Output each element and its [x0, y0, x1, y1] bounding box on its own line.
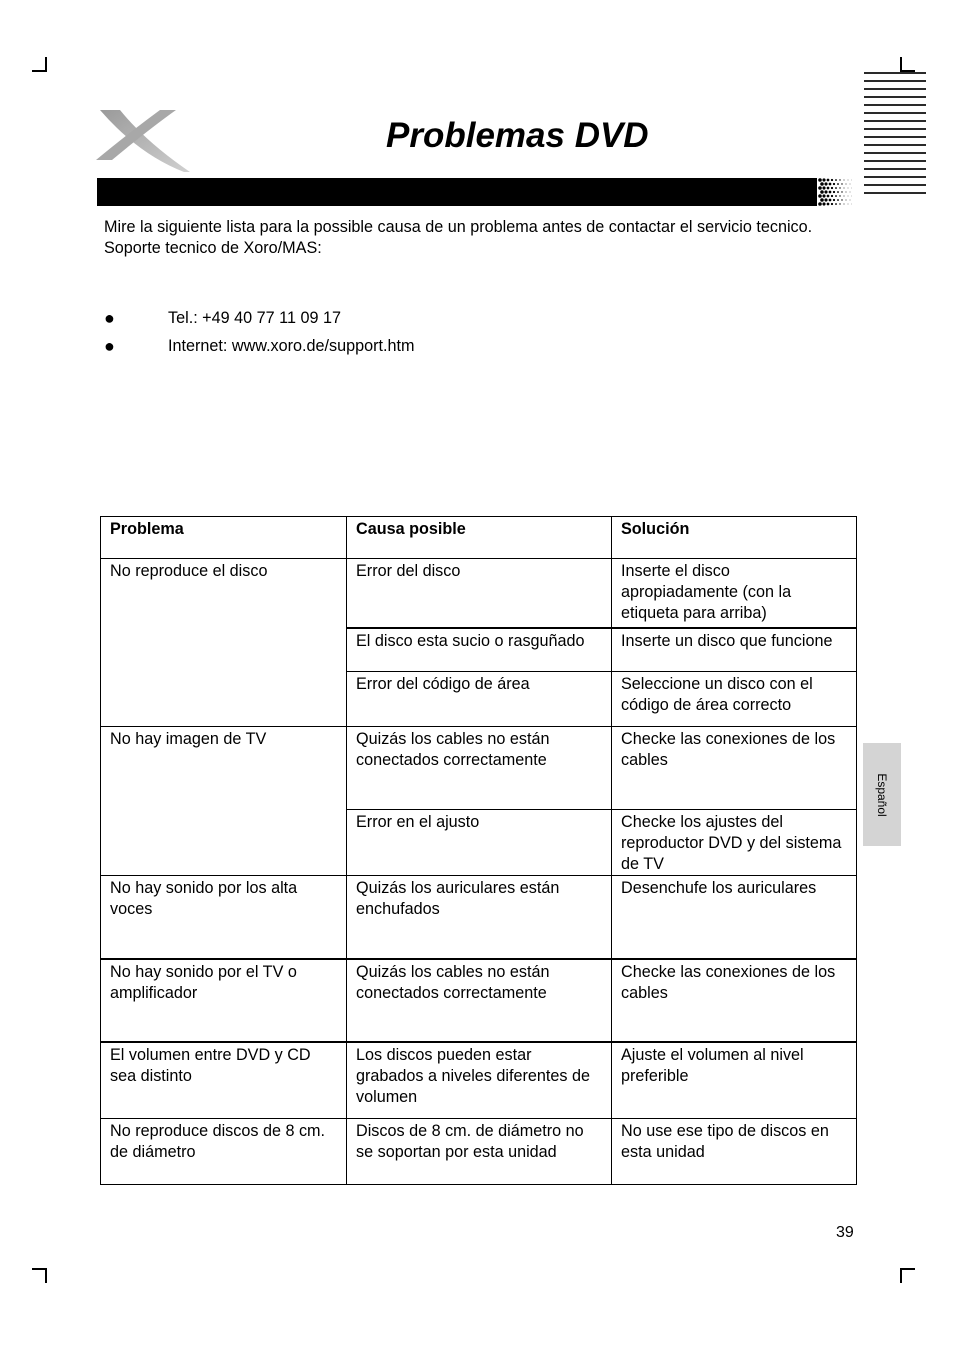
halftone-dot	[835, 195, 837, 197]
halftone-dot	[829, 183, 832, 186]
halftone-dot	[818, 186, 822, 190]
problem-cell: No hay sonido por el TV o amplificador	[101, 959, 347, 1042]
problem-cell: No hay imagen de TV	[101, 727, 347, 876]
halftone-dot	[822, 186, 825, 189]
halftone-dot	[848, 204, 849, 205]
crop-mark-top-left	[32, 57, 47, 72]
stripe-line	[864, 104, 926, 106]
language-tab	[863, 743, 901, 846]
stripe-line	[864, 152, 926, 154]
table-row	[101, 959, 857, 1042]
header-cause: Causa posible	[347, 517, 612, 559]
cause-cell: Error del disco	[347, 559, 612, 628]
page-title: Problemas DVD	[386, 116, 649, 155]
halftone-dot	[824, 198, 827, 201]
stripe-line	[864, 144, 926, 146]
cause-cell: Error en el ajusto	[347, 810, 612, 876]
halftone-dot	[822, 194, 825, 197]
problem-cell: No hay sonido por los alta voces	[101, 876, 347, 959]
halftone-dot	[844, 180, 845, 181]
decorative-stripes	[864, 72, 926, 200]
solution-cell: Checke las conexiones de los cables	[612, 727, 857, 810]
halftone-dot	[850, 192, 851, 193]
halftone-dot	[844, 196, 845, 197]
halftone-dot	[846, 184, 847, 185]
halftone-dot	[839, 195, 840, 196]
halftone-dot	[831, 195, 833, 197]
halftone-dot	[827, 187, 830, 190]
halftone-dot	[841, 191, 842, 192]
solution-cell: Checke las conexiones de los cables	[612, 959, 857, 1042]
stripe-line	[864, 120, 926, 122]
cause-cell: Los discos pueden estar grabados a niveles diferentes de volumen	[347, 1042, 612, 1119]
table-row	[101, 1119, 857, 1185]
solution-cell: Ajuste el volumen al nivel preferible	[612, 1042, 857, 1119]
table-row	[101, 727, 857, 810]
intro-text	[104, 217, 847, 259]
halftone-dot	[822, 178, 825, 181]
stripe-line	[864, 96, 926, 98]
table-row	[101, 559, 857, 628]
halftone-dot	[837, 191, 839, 193]
halftone-dot	[831, 179, 833, 181]
table-header-row	[101, 517, 857, 559]
halftone-dot	[829, 199, 832, 202]
contact-phone: Tel.: +49 40 77 11 09 17	[168, 309, 341, 327]
table-row	[101, 876, 857, 959]
stripe-line	[864, 184, 926, 186]
header-bar	[97, 178, 852, 206]
crop-mark-top-right	[900, 57, 915, 72]
halftone-dot	[839, 203, 840, 204]
cause-cell: Quizás los cables no están conectados correctamente	[347, 727, 612, 810]
stripe-line	[864, 176, 926, 178]
solution-cell: Inserte el disco apropiadamente (con la etiqueta para arriba)	[612, 559, 857, 628]
solution-cell: Desenchufe los auriculares	[612, 876, 857, 959]
halftone-dot	[827, 195, 830, 198]
halftone-dot	[848, 180, 849, 181]
cause-cell: Discos de 8 cm. de diámetro no se soportan por esta unidad	[347, 1119, 612, 1185]
halftone-dot	[818, 202, 822, 206]
halftone-dot	[818, 178, 822, 182]
halftone-dot	[839, 187, 840, 188]
header-solution: Solución	[612, 517, 857, 559]
stripe-line	[864, 136, 926, 138]
cause-cell: Quizás los cables no están conectados correctamente	[347, 959, 612, 1042]
stripe-line	[864, 72, 926, 74]
problem-cell: No reproduce el disco	[101, 559, 347, 727]
stripe-line	[864, 80, 926, 82]
troubleshooting-table	[100, 516, 857, 1185]
halftone-dot	[837, 199, 839, 201]
halftone-dot	[833, 183, 835, 185]
halftone-dot	[846, 200, 847, 201]
halftone-dot	[839, 179, 840, 180]
halftone-dot	[835, 203, 837, 205]
stripe-line	[864, 112, 926, 114]
xoro-x-logo-icon	[94, 108, 194, 178]
solution-cell: Inserte un disco que funcione	[612, 628, 857, 672]
halftone-dot	[846, 192, 847, 193]
crop-mark-bottom-right	[900, 1268, 915, 1283]
halftone-dot	[835, 179, 837, 181]
halftone-dot	[820, 198, 824, 202]
stripe-line	[864, 160, 926, 162]
halftone-dot	[824, 190, 827, 193]
page-number: 39	[836, 1224, 854, 1241]
solution-cell: No use ese tipo de discos en esta unidad	[612, 1119, 857, 1185]
halftone-dot	[835, 187, 837, 189]
stripe-line	[864, 192, 926, 194]
halftone-dot	[829, 191, 832, 194]
solution-cell: Seleccione un disco con el código de área correcto	[612, 672, 857, 727]
halftone-dot	[848, 196, 849, 197]
halftone-dot	[850, 200, 851, 201]
crop-mark-bottom-left	[32, 1268, 47, 1283]
halftone-dot	[848, 188, 849, 189]
bullet-icon: ●	[104, 336, 115, 356]
halftone-dot	[850, 184, 851, 185]
halftone-dot	[824, 182, 827, 185]
cause-cell: Quizás los auriculares están enchufados	[347, 876, 612, 959]
halftone-dot	[831, 203, 833, 205]
language-tab-label: Español	[875, 772, 889, 817]
cause-cell: El disco esta sucio o rasguñado	[347, 628, 612, 672]
halftone-dot	[820, 190, 824, 194]
cause-cell: Error del código de área	[347, 672, 612, 727]
halftone-dot	[820, 182, 824, 186]
problem-cell: El volumen entre DVD y CD sea distinto	[101, 1042, 347, 1119]
halftone-dot	[822, 202, 825, 205]
problem-cell: No reproduce discos de 8 cm. de diámetro	[101, 1119, 347, 1185]
halftone-dot	[831, 187, 833, 189]
stripe-line	[864, 128, 926, 130]
table-row	[101, 1042, 857, 1119]
support-line: Soporte tecnico de Xoro/MAS:	[104, 239, 322, 257]
halftone-dot	[827, 203, 830, 206]
halftone-dot	[827, 179, 830, 182]
halftone-dot	[841, 183, 842, 184]
halftone-dot	[837, 183, 839, 185]
stripe-line	[864, 88, 926, 90]
solution-cell: Checke los ajustes del reproductor DVD y del sistema de TV	[612, 810, 857, 876]
contact-website: Internet: www.xoro.de/support.htm	[168, 337, 415, 355]
halftone-dot	[841, 199, 842, 200]
halftone-dot	[844, 188, 845, 189]
halftone-dot	[818, 194, 822, 198]
intro-paragraph: Mire la siguiente lista para la possible causa de un problema antes de contactar el servicio tecnico.	[104, 218, 813, 236]
halftone-dot	[844, 204, 845, 205]
stripe-line	[864, 168, 926, 170]
bullet-icon: ●	[104, 308, 115, 328]
header-problem: Problema	[101, 517, 347, 559]
halftone-dot	[833, 199, 835, 201]
halftone-dot	[833, 191, 835, 193]
